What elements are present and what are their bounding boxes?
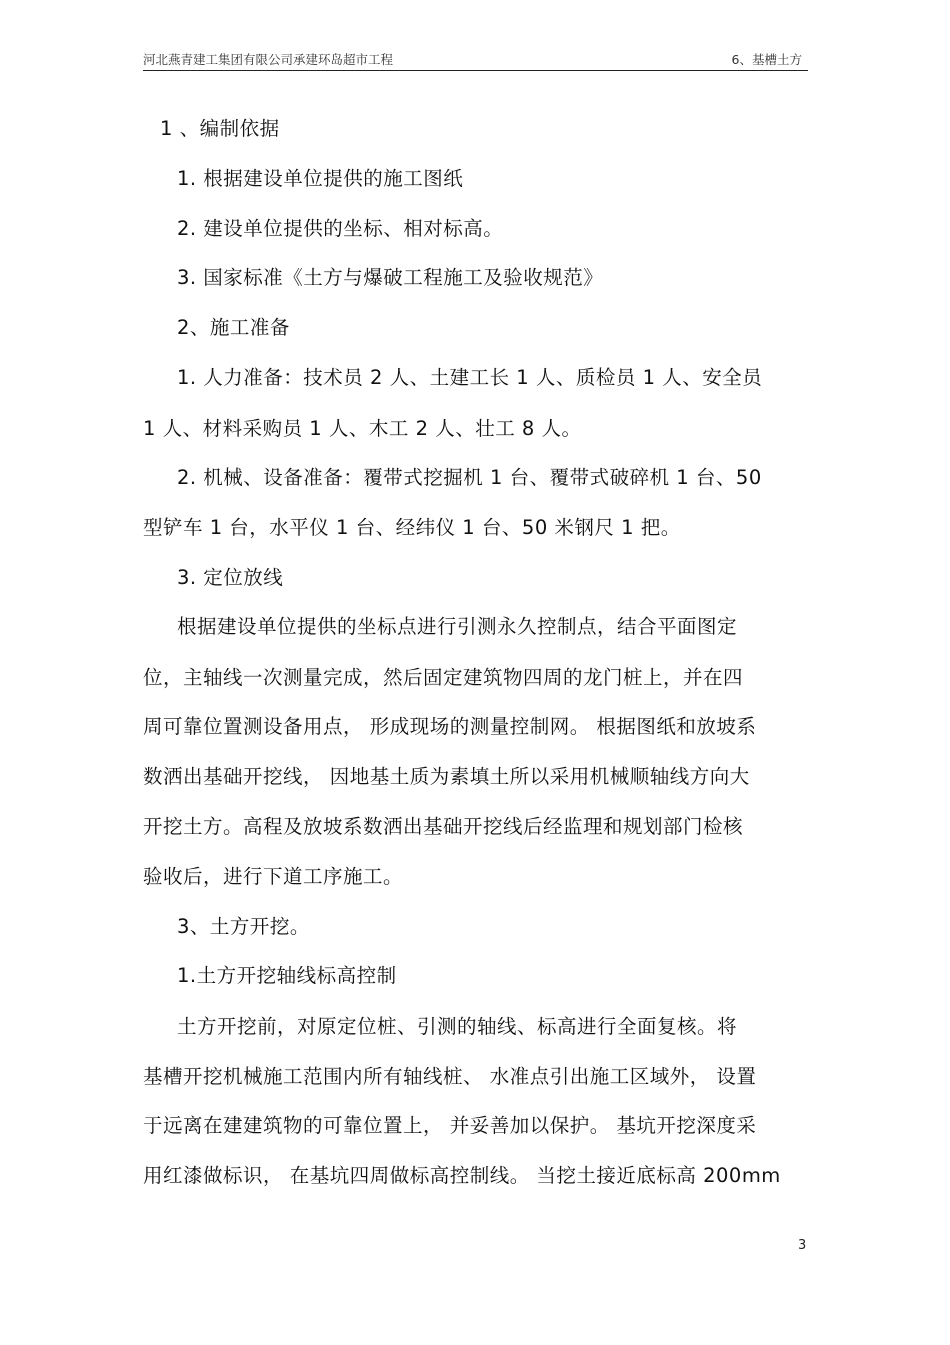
page-number: 3 xyxy=(798,1238,807,1253)
paragraph-line: 验收后，进行下道工序施工。 xyxy=(143,865,404,888)
paragraph-line: 1 人、材料采购员 1 人、木工 2 人、壮工 8 人。 xyxy=(143,417,582,440)
heading-2: 2、施工准备 xyxy=(177,316,290,339)
paragraph-line: 2. 建设单位提供的坐标、相对标高。 xyxy=(177,217,504,240)
paragraph-line: 开挖土方。高程及放坡系数洒出基础开挖线后经监理和规划部门检核 xyxy=(143,815,744,838)
paragraph-line: 3. 国家标准《土方与爆破工程施工及验收规范》 xyxy=(177,266,604,289)
subheading: 3. 定位放线 xyxy=(177,566,284,589)
paragraph-line: 2. 机械、设备准备：覆带式挖掘机 1 台、覆带式破碎机 1 台、50 xyxy=(177,466,762,489)
paragraph-line: 根据建设单位提供的坐标点进行引测永久控制点，结合平面图定 xyxy=(177,615,738,638)
paragraph-line: 周可靠位置测设备用点， 形成现场的测量控制网。 根据图纸和放坡系 xyxy=(143,715,757,738)
heading-1: 1 、编制依据 xyxy=(160,117,280,140)
subheading: 1.土方开挖轴线标高控制 xyxy=(177,964,397,987)
paragraph-line: 土方开挖前，对原定位桩、引测的轴线、标高进行全面复核。将 xyxy=(177,1015,738,1038)
heading-3: 3、土方开挖。 xyxy=(177,915,310,938)
paragraph-line: 用红漆做标识， 在基坑四周做标高控制线。 当挖土接近底标高 200mm xyxy=(143,1164,781,1187)
paragraph-line: 1. 人力准备：技术员 2 人、土建工长 1 人、质检员 1 人、安全员 xyxy=(177,366,763,389)
paragraph-line: 位，主轴线一次测量完成，然后固定建筑物四周的龙门桩上，并在四 xyxy=(143,666,744,689)
paragraph-line: 1. 根据建设单位提供的施工图纸 xyxy=(177,167,464,190)
paragraph-line: 数洒出基础开挖线， 因地基土质为素填土所以采用机械顺轴线方向大 xyxy=(143,765,750,788)
header-project-title: 河北燕青建工集团有限公司承建环岛超市工程 xyxy=(143,52,394,67)
header-section-title: 6、基槽土方 xyxy=(731,52,802,67)
page-header xyxy=(143,48,808,71)
paragraph-line: 于远离在建建筑物的可靠位置上， 并妥善加以保护。 基坑开挖深度采 xyxy=(143,1114,757,1137)
paragraph-line: 基槽开挖机械施工范围内所有轴线桩、 水准点引出施工区域外， 设置 xyxy=(143,1065,757,1088)
paragraph-line: 型铲车 1 台，水平仪 1 台、经纬仪 1 台、50 米钢尺 1 把。 xyxy=(143,516,681,539)
